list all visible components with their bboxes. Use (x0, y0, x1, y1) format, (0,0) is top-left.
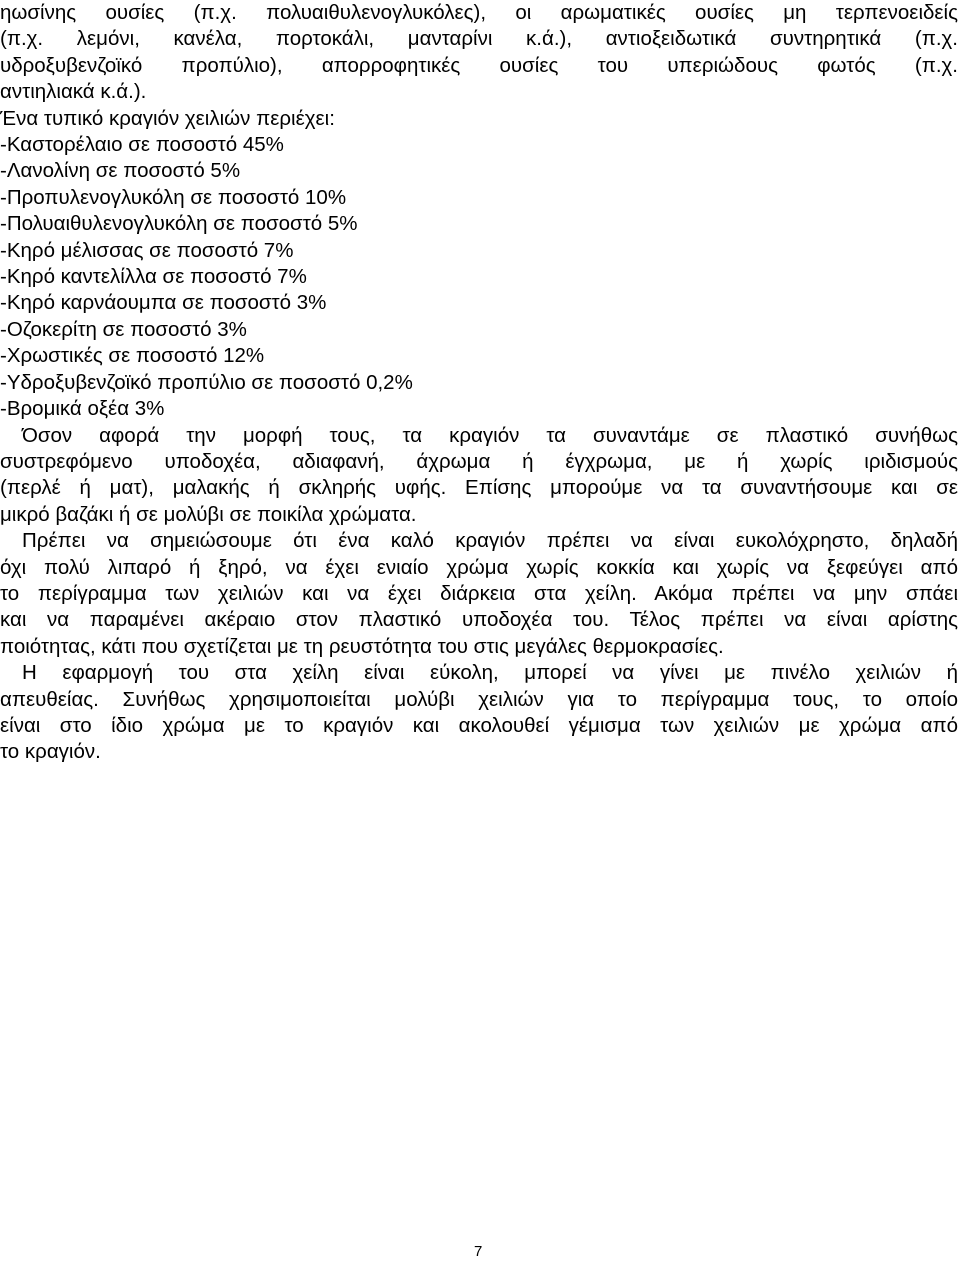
paragraph-line: Όσον αφορά την μορφή τους, τα κραγιόν τα συναντάμε σε πλαστικό συνήθως (22, 423, 958, 447)
composition-heading: Ένα τυπικό κραγιόν χειλιών περιέχει: (0, 106, 335, 130)
intro-line: ηωσίνης ουσίες (π.χ. πολυαιθυλενογλυκόλες), οι αρωματικές ουσίες μη τερπενοειδείς (0, 1, 958, 24)
ingredient-item: -Καστορέλαιο σε ποσοστό 45% (0, 133, 284, 157)
paragraph-line: το κραγιόν. (0, 740, 101, 764)
intro-line: (π.χ. λεμόνι, κανέλα, πορτοκάλι, μανταρίνι κ.ά.), αντιοξειδωτικά συντηρητικά (π.χ. (0, 27, 958, 51)
paragraph-line: ποιότητας, κάτι που σχετίζεται με τη ρευστότητα του στις μεγάλες θερμοκρασίες. (0, 634, 724, 658)
paragraph-line: όχι πολύ λιπαρό ή ξηρό, να έχει ενιαίο χρώμα χωρίς κοκκία και χωρίς να ξεφεύγει από (0, 555, 958, 579)
page-number: 7 (474, 1243, 483, 1260)
ingredient-item: -Υδροξυβενζοϊκό προπύλιο σε ποσοστό 0,2% (0, 370, 413, 394)
paragraph-line: απευθείας. Συνήθως χρησιμοποιείται μολύβι χειλιών για το περίγραμμα τους, το οποίο (0, 687, 958, 711)
application-paragraph (0, 660, 960, 766)
paragraph-line: Πρέπει να σημειώσουμε ότι ένα καλό κραγιόν πρέπει να είναι ευκολόχρηστο, δηλαδή (22, 529, 958, 553)
paragraph-line: το περίγραμμα των χειλιών και να έχει διάρκεια στα χείλη. Ακόμα πρέπει να μην σπάει (0, 581, 958, 605)
paragraph-line: είναι στο ίδιο χρώμα με το κραγιόν και ακολουθεί γέμισμα των χειλιών με χρώμα από (0, 713, 958, 737)
paragraph-line: συστρεφόμενο υποδοχέα, αδιαφανή, άχρωμα ή έγχρωμα, με ή χωρίς ιριδισμούς (0, 449, 958, 473)
intro-line: υδροξυβενζοϊκό προπύλιο), απορροφητικές ουσίες του υπεριώδους φωτός (π.χ. (0, 53, 958, 77)
ingredient-item: -Οζοκερίτη σε ποσοστό 3% (0, 317, 247, 341)
ingredient-item: -Πολυαιθυλενογλυκόλη σε ποσοστό 5% (0, 212, 358, 236)
ingredient-item: -Λανολίνη σε ποσοστό 5% (0, 159, 241, 183)
paragraph-line: και να παραμένει ακέραιο στον πλαστικό υποδοχέα του. Τέλος πρέπει να είναι αρίστης (0, 608, 958, 632)
quality-paragraph (0, 528, 960, 660)
paragraph-line: Η εφαρμογή του στα χείλη είναι εύκολη, μπορεί να γίνει με πινέλο χειλιών ή (22, 661, 958, 685)
ingredient-item: -Κηρό μέλισσας σε ποσοστό 7% (0, 238, 294, 262)
intro-paragraph (0, 0, 960, 106)
ingredient-item: -Κηρό καρνάουμπα σε ποσοστό 3% (0, 291, 327, 315)
intro-line: αντιηλιακά κ.ά.). (0, 80, 147, 104)
paragraph-line: (περλέ ή ματ), μαλακής ή σκληρής υφής. Επίσης μπορούμε να τα συναντήσουμε και σε (0, 476, 958, 500)
form-paragraph (0, 423, 960, 529)
ingredient-item: -Κηρό καντελίλλα σε ποσοστό 7% (0, 265, 307, 289)
ingredient-item: -Προπυλενογλυκόλη σε ποσοστό 10% (0, 185, 347, 209)
ingredient-item: -Βρομικά οξέα 3% (0, 397, 165, 421)
ingredient-item: -Χρωστικές σε ποσοστό 12% (0, 344, 265, 368)
paragraph-line: μικρό βαζάκι ή σε μολύβι σε ποικίλα χρώματα. (0, 502, 417, 526)
composition-section (0, 106, 960, 423)
